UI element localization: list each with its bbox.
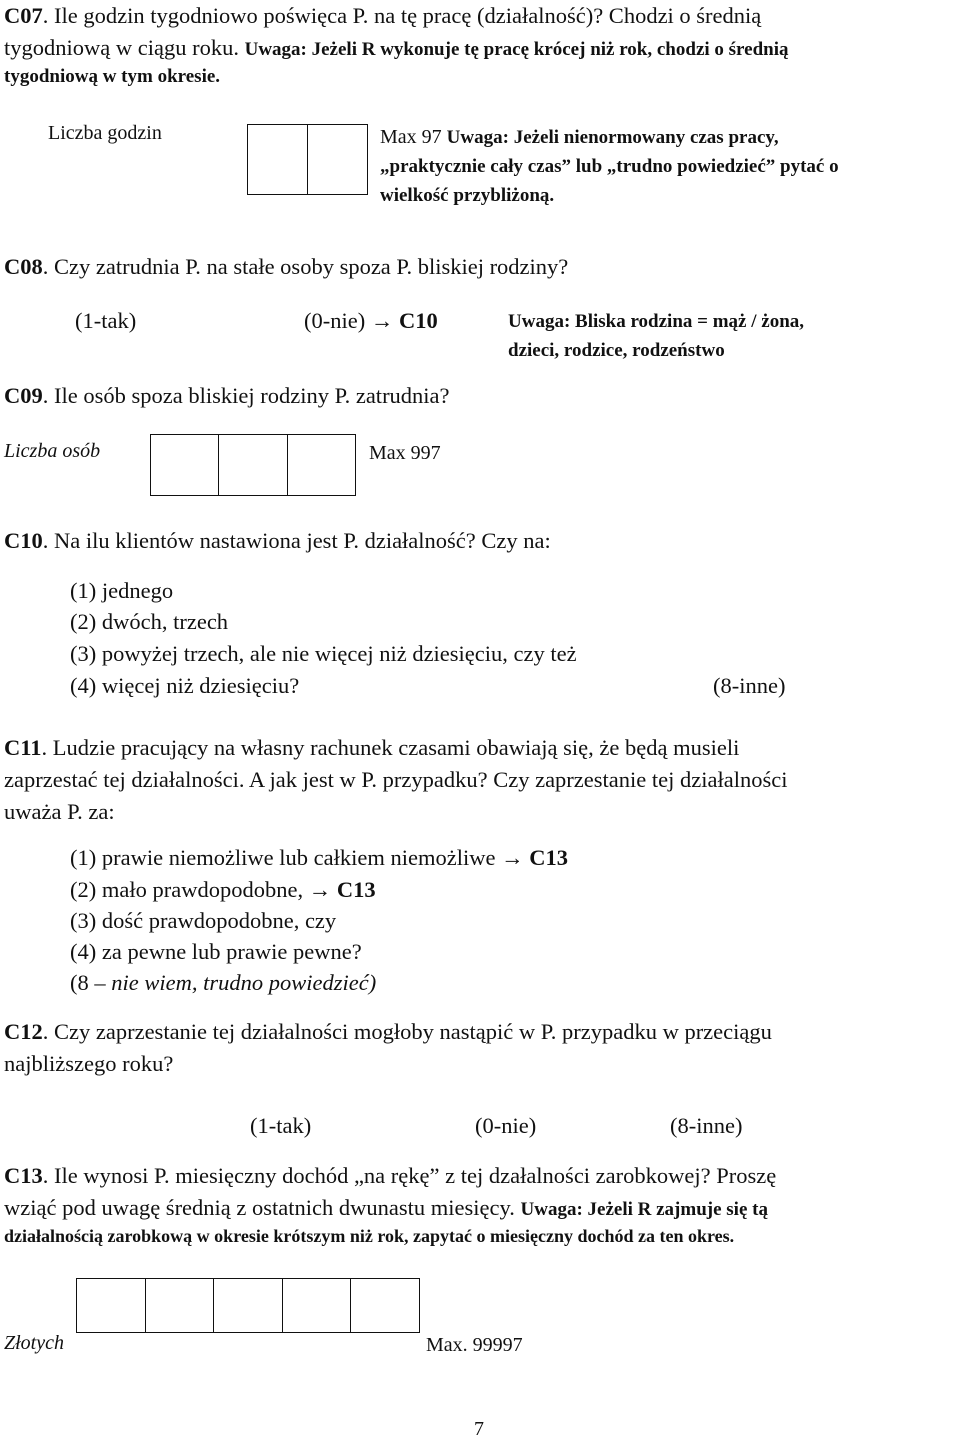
c11-option-1[interactable]: (1) prawie niemożliwe lub całkiem niemożliwe → C13 <box>70 845 568 870</box>
c08-skip-target: C10 <box>398 308 438 333</box>
c11-option-2[interactable]: (2) mało prawdopodobne, → C13 <box>70 877 376 902</box>
c13-digit-box-3[interactable] <box>214 1279 283 1332</box>
c10-option-4[interactable]: (4) więcej niż dziesięciu? <box>70 673 300 698</box>
c13-question-line3: działalnością zarobkową w okresie krótszym niż rok, zapytać o miesięczny dochód za ten okres. <box>4 1226 735 1246</box>
c08-question: C08. Czy zatrudnia P. na stałe osoby spoza P. bliskiej rodziny? <box>4 254 569 279</box>
c11-option-3[interactable]: (3) dość prawdopodobne, czy <box>70 908 337 933</box>
c07-note-line3: wielkość przybliżoną. <box>380 185 555 206</box>
c10-option-other[interactable]: (8-inne) <box>713 673 786 698</box>
c12-question-line2: najbliższego roku? <box>4 1051 174 1076</box>
c08-option-yes[interactable]: (1-tak) <box>75 308 137 333</box>
c07-note-line2: „praktycznie cały czas” lub „trudno powiedzieć” pytać o <box>380 156 839 177</box>
c11-question-line2: zaprzestać tej działalności. A jak jest w P. przypadku? Czy zaprzestanie tej działalności <box>4 767 788 792</box>
c12-option-other[interactable]: (8-inne) <box>670 1113 743 1138</box>
c11-question-line3: uważa P. za: <box>4 799 115 824</box>
c13-question-line1: C13. Ile wynosi P. miesięczny dochód „na rękę” z tej dzałalności zarobkowej? Proszę <box>4 1163 777 1188</box>
c10-question: C10. Na ilu klientów nastawiona jest P. działalność? Czy na: <box>4 528 551 553</box>
c08-note-line2: dzieci, rodzice, rodzeństwo <box>508 340 725 361</box>
c13-digit-box-2[interactable] <box>146 1279 215 1332</box>
c07-note-line1: Max 97 Uwaga: Jeżeli nienormowany czas pracy, <box>380 126 779 148</box>
c07-digit-box-2[interactable] <box>308 125 367 194</box>
c07-question-line3: tygodniową w tym okresie. <box>4 66 221 87</box>
c13-digit-box-1[interactable] <box>77 1279 146 1332</box>
c07-code: C07 <box>4 3 43 28</box>
c13-field-label: Złotych <box>4 1332 64 1354</box>
c12-question-line1: C12. Czy zaprzestanie tej działalności mogłoby nastąpić w P. przypadku w przeciągu <box>4 1019 772 1044</box>
c08-option-no[interactable]: (0-nie) → C10 <box>304 308 438 333</box>
c07-field-label: Liczba godzin <box>48 122 162 144</box>
c09-persons-input[interactable] <box>150 434 356 496</box>
c09-digit-box-1[interactable] <box>151 435 219 495</box>
c10-option-1[interactable]: (1) jednego <box>70 578 174 603</box>
c10-option-2[interactable]: (2) dwóch, trzech <box>70 609 229 634</box>
c09-question: C09. Ile osób spoza bliskiej rodziny P. zatrudnia? <box>4 383 450 408</box>
c07-hours-input[interactable] <box>247 124 368 195</box>
c11-option-4[interactable]: (4) za pewne lub prawie pewne? <box>70 939 362 964</box>
page-number: 7 <box>474 1418 484 1440</box>
c09-digit-box-3[interactable] <box>288 435 355 495</box>
c12-option-no[interactable]: (0-nie) <box>475 1113 537 1138</box>
c09-max-label: Max 997 <box>369 442 441 464</box>
c13-digit-box-5[interactable] <box>351 1279 419 1332</box>
c08-note-line1: Uwaga: Bliska rodzina = mąż / żona, <box>508 311 805 332</box>
c09-digit-box-2[interactable] <box>219 435 287 495</box>
c07-digit-box-1[interactable] <box>248 125 308 194</box>
c07-question-line1: C07. Ile godzin tygodniowo poświęca P. na tę pracę (działalność)? Chodzi o średnią <box>4 3 762 28</box>
c11-option-dont-know[interactable]: (8 – nie wiem, trudno powiedzieć) <box>70 970 377 995</box>
c13-question-line2: wziąć pod uwagę średnią z ostatnich dwunastu miesięcy. Uwaga: Jeżeli R zajmuje się tą <box>4 1195 768 1220</box>
c10-option-3[interactable]: (3) powyżej trzech, ale nie więcej niż dziesięciu, czy też <box>70 641 577 666</box>
c13-income-input[interactable] <box>76 1278 420 1333</box>
c11-question-line1: C11. Ludzie pracujący na własny rachunek czasami obawiają się, że będą musieli <box>4 735 740 760</box>
c07-question-line2: tygodniową w ciągu roku. Uwaga: Jeżeli R wykonuje tę pracę krócej niż rok, chodzi o średnią <box>4 35 789 60</box>
c13-max-label: Max. 99997 <box>426 1334 523 1356</box>
c12-option-yes[interactable]: (1-tak) <box>250 1113 312 1138</box>
c09-field-label: Liczba osób <box>4 440 101 462</box>
c13-digit-box-4[interactable] <box>283 1279 352 1332</box>
